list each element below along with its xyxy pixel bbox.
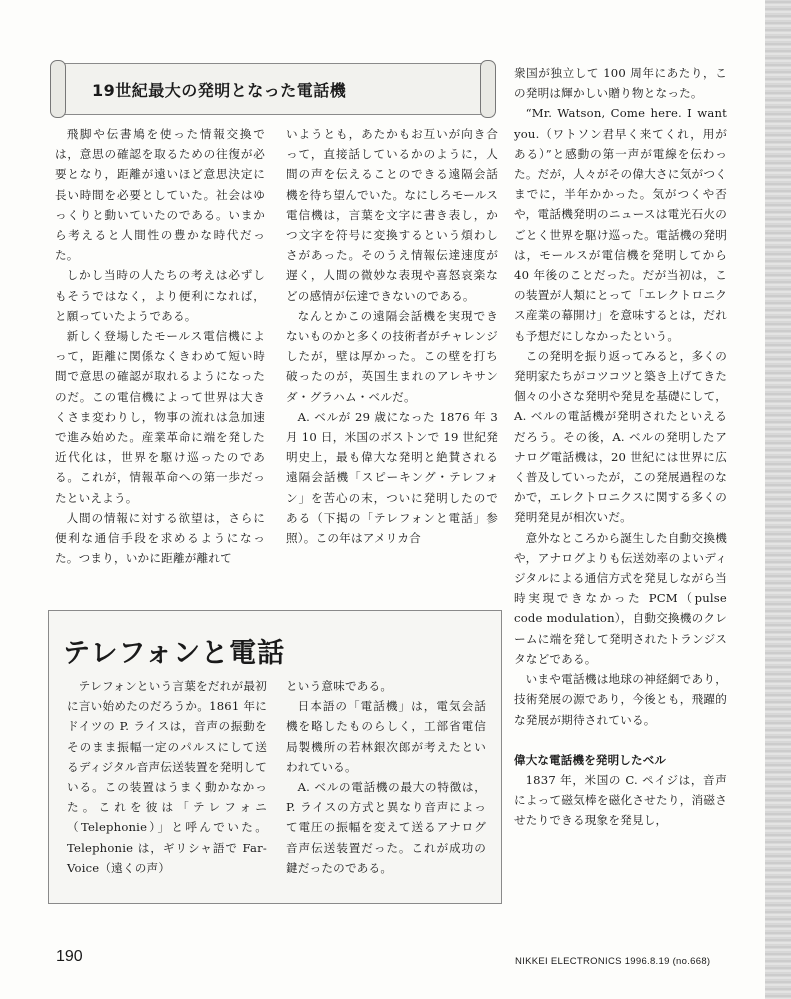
paragraph: A. ベルが 29 歳になった 1876 年 3 月 10 日，米国のボストンで 19 世紀発明史上，最も偉大な発明と絶賛される遠隔会話機「スピーキング・テレフォン」を苦心の末，ついに発明したのである（下掲の「テレフォンと電話」参照）。この年はアメリカ合 [286,409,498,546]
paragraph: テレフォンという言葉をだれが最初に言い始めたのだろうか。1861 年にドイツの P. ライスは，音声の振動をそのまま振幅一定のパルスにして送るディジタル音声伝送装置を発明している。この装置はうまく動かなかった。これを彼は「テレフォニ（Telephonie）」と呼んでいた。Telephonie は，ギリシャ語で Far-Voice（遠くの声） [67,679,267,875]
article-column-1 [55,124,265,568]
sidebar-box-column-1 [67,676,267,878]
paragraph: 日本語の「電話機」は，電気会話機を略したものらしく，工部省電信局製機所の若林銀次郎が考えたといわれている。 [286,699,486,774]
paragraph: 新しく登場したモールス電信機によって，距離に関係なくきわめて短い時間で意思の確認が取れるようになったのだ。この電信機によって世界は大きくさま変わりし，物事の流れは急加速で進み始めた。産業革命に端を発した近代化は，世界を駆け巡ったのである。これが，情報革命への第一歩だったといえよう。 [55,329,265,505]
scroll-ornament-left [50,60,66,118]
publication-footer: NIKKEI ELECTRONICS 1996.8.19 (no.668) [515,956,711,967]
paragraph: 衆国が独立して 100 周年にあたり，この発明は輝かしい贈り物となった。 [514,66,727,101]
paragraph: なんとかこの遠隔会話機を実現できないものかと多くの技術者がチャレンジしたが，壁は厚かった。この壁を打ち破ったのが，英国生まれのアレキサンダ・グラハム・ベルだ。 [286,308,498,404]
paragraph: という意味である。 [286,679,393,693]
paragraph: A. ベルの電話機の最大の特徴は，P. ライスの方式と異なり音声によって電圧の振幅を変えて送るアナログ音声伝送装置だった。これが成功の鍵だったのである。 [286,780,486,875]
paragraph: “Mr. Watson, Come here. I want you.（ワトソン君早く来てくれ，用がある）”と感動の第一声が電線を伝わった。だが，人々がその偉大さに気がつくまでに，半年かかった。気がつくや否や，電話機発明のニュースは電光石火のごとく世界を駆け巡った。電話機の発明は，モールスが電信機を発明してから 40 年後のことだった。だが当初は，この装置が人類にとって「エレクトロニクス産業の幕開け」を意味するとは，だれも予想だにしなかったという。 [514,106,727,343]
article-column-3 [514,63,727,831]
scan-edge-shadow [765,0,791,999]
headline-title: 19世紀最大の発明となった電話機 [92,81,347,100]
paragraph: 意外なところから誕生した自動交換機や，アナログよりも伝送効率のよいディジタルによる通信方式を発見しながら当時実現できなかった PCM（pulse code modulation），自動交換機のクレームに端を発して発明されたトランジスタなどである。 [514,530,727,666]
sidebar-box-title: テレフォンと電話 [63,638,286,669]
paragraph: いようとも，あたかもお互いが向き合って，直接話しているかのように，人間の声を伝えることのできる遠隔会話機を待ち望んでいた。なにしろモールス電信機は，言葉を文字に書き表し，かつ文字を符号に変換するという煩わしさがあった。そのうえ情報伝達速度が遅く，人間の微妙な表現や喜怒哀楽などの感情が伝達できないのである。 [286,127,498,303]
paragraph: しかし当時の人たちの考えは必ずしもそうではなく，より便利になれば，と願っていたようである。 [55,268,265,323]
paragraph: この発明を振り返ってみると，多くの発明家たちがコツコツと築き上げてきた個々の小さな発明や発見を基礎にして，A. ベルの電話機が発明されたといえるだろう。その後，A. ベルの発明したアナログ電話機は，20 世紀には世界に広く普及していったが，この発展過程のなかで，エレクトロニクスに関する多くの発明発見が相次いだ。 [514,348,727,525]
paragraph: 飛脚や伝書鳩を使った情報交換では，意思の確認を取るための往復が必要となり，距離が遠いほど意思決定に長い時間を必要としていた。社会はゆっくりと動いていたのである。いまから考えると人間性の豊かな時代だった。 [55,127,265,263]
headline-banner [57,63,489,115]
paragraph: 人間の情報に対する欲望は，さらに便利な通信手段を求めるようになった。つまり，いかに距離が離れて [55,510,265,566]
paragraph: いまや電話機は地球の神経網であり，技術発展の源であり，今後とも，飛躍的な発展が期待されている。 [514,672,727,727]
section-subheading: 偉大な電話機を発明したベル [514,752,667,767]
scroll-ornament-right [480,60,496,118]
sidebar-box-column-2 [286,676,486,878]
article-column-2 [286,124,498,548]
page-number: 190 [56,948,83,965]
sidebar-box [48,610,502,904]
paragraph: 1837 年，米国の C. ペイジは，音声によって磁気棒を磁化させたり，消磁させたりできる現象を発見し， [514,772,727,828]
